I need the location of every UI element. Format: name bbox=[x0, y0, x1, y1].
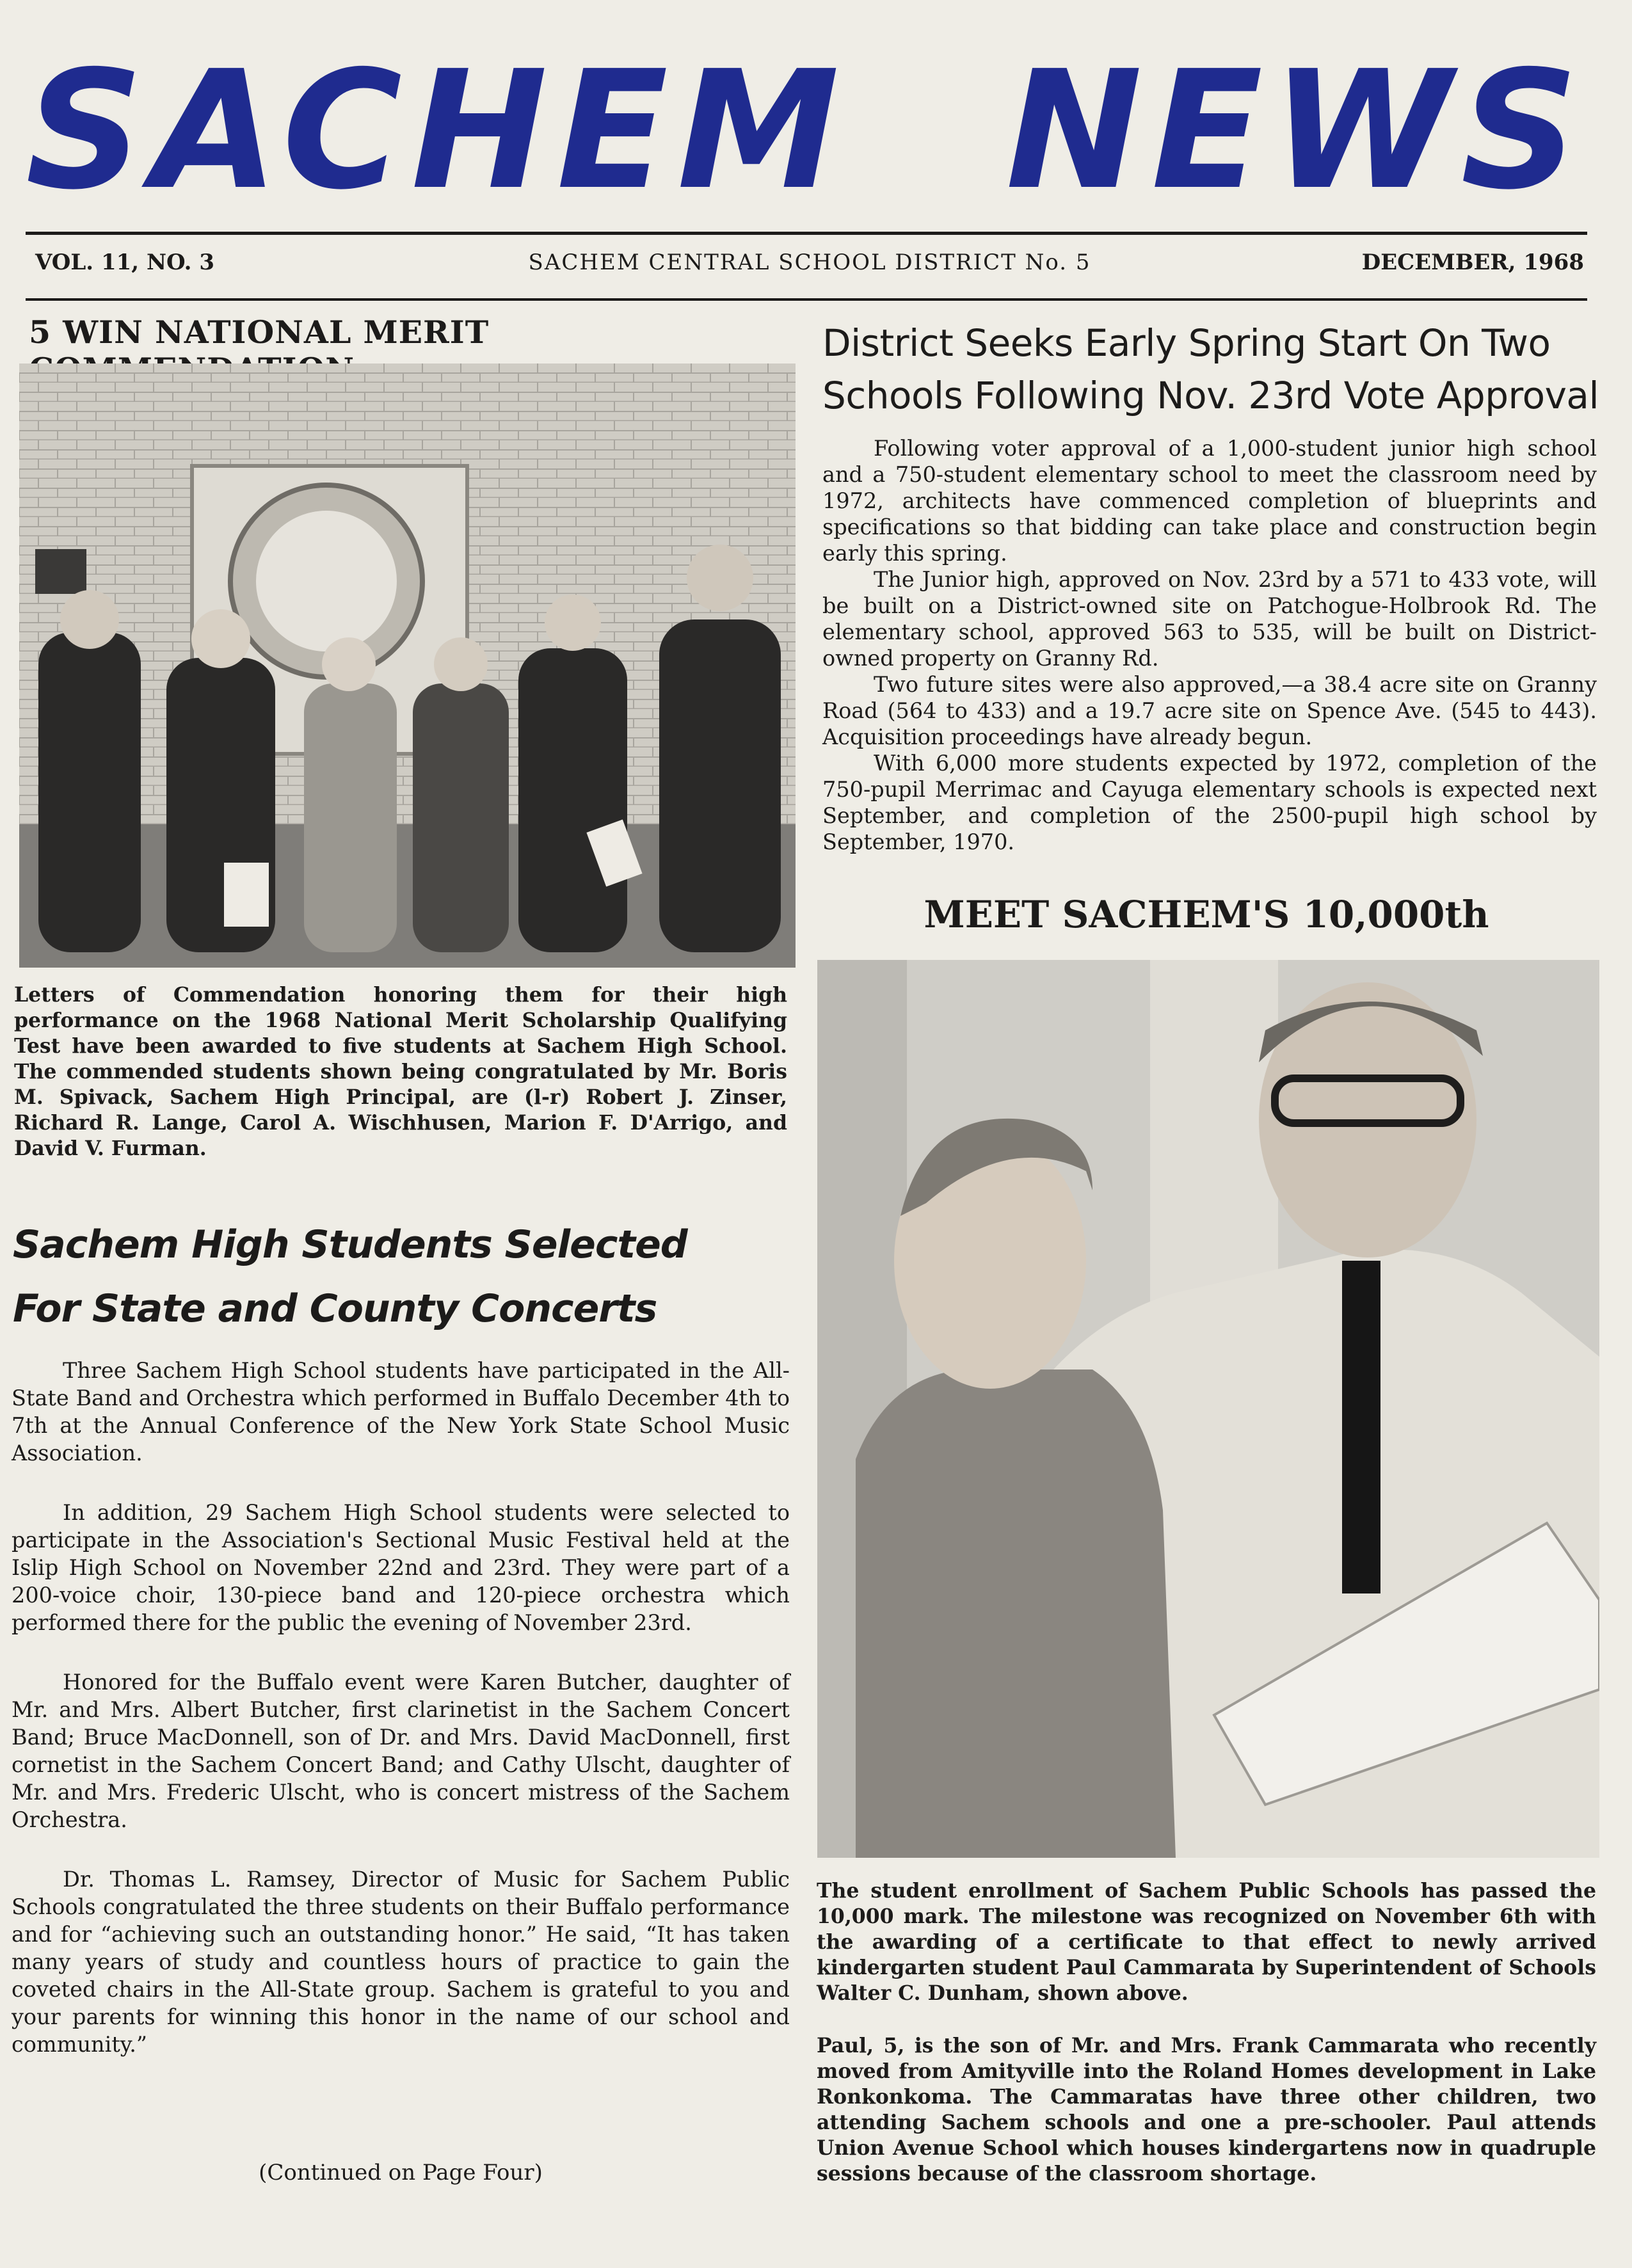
masthead-rule-top bbox=[26, 232, 1587, 235]
merit-photo-illustration bbox=[19, 363, 796, 968]
concerts-paragraph: Honored for the Buffalo event were Karen Butcher, daughter of Mr. and Mrs. Albert Butcher, first clarinetist in the Sachem Concert Band; Bruce MacDonnell, son of Dr. and Mrs. David MacDonnell, first cornetist in the Sachem Concert Band; and Cathy Ulscht, daughter of Mr. and Mrs. Frederic Ulscht, who is concert mistress of the Sachem Orchestra. bbox=[12, 1670, 790, 1832]
student-photo-illustration bbox=[817, 960, 1599, 1858]
district-paragraph: With 6,000 more students expected by 1972, completion of the 750-pupil Merrimac and Cayuga elementary schools is expected next September, and completion of the 2500-pupil high school by September, 1970. bbox=[822, 751, 1597, 854]
meet-headline: MEET SACHEM'S 10,000th bbox=[924, 893, 1489, 936]
concerts-paragraph: In addition, 29 Sachem High School students were selected to participate in the Association's Sectional Music Festival held at the Islip High School on November 22nd and 23rd. They were part of a 200-voice choir, 130-piece band and 120-piece orchestra which performed there for the public the evening of November 23rd. bbox=[12, 1500, 790, 1635]
dateline bbox=[35, 243, 1584, 282]
district-paragraph: Two future sites were also approved,—a 38.4 acre site on Granny Road (564 to 433) and a 19.7 acre site on Spence Ave. (545 to 443). Acquisition proceedings have already begun. bbox=[822, 672, 1597, 749]
concerts-headline-line2: For State and County Concerts bbox=[13, 1286, 657, 1331]
merit-photo-caption: Letters of Commendation honoring them for their high performance on the 1968 National Merit Scholarship Qualifying Test have been awarded to five students at Sachem High School. The commended students shown being congratulated by Mr. Boris M. Spivack, Sachem High Principal, are (l-r) Robert J. Zinser, Richard R. Lange, Carol A. Wischhusen, Marion F. D'Arrigo, and David V. Furman. bbox=[14, 983, 787, 1160]
continued-note: (Continued on Page Four) bbox=[259, 2160, 543, 2185]
masthead-title-left: SACHEM bbox=[26, 36, 849, 226]
concerts-headline bbox=[13, 1213, 794, 1341]
meet-caption-family: Paul, 5, is the son of Mr. and Mrs. Frank Cammarata who recently moved from Amityville into the Roland Homes development in Lake Ronkonkoma. The Cammaratas have three other children, two attending Sachem schools and one a pre-schooler. Paul attends Union Avenue School which houses kindergartens now in quadruple sessions because of the classroom shortage. bbox=[817, 2034, 1596, 2185]
merit-students-photo bbox=[19, 363, 796, 968]
district-headline-line2: Schools Following Nov. 23rd Vote Approval bbox=[822, 374, 1599, 417]
district-headline bbox=[822, 317, 1610, 422]
masthead-title-right: NEWS bbox=[1005, 36, 1587, 226]
concerts-article-body bbox=[12, 1357, 790, 2058]
district-name: SACHEM CENTRAL SCHOOL DISTRICT No. 5 bbox=[528, 250, 1091, 275]
issue-date: DECEMBER, 1968 bbox=[1361, 250, 1584, 275]
volume-number: VOL. 11, NO. 3 bbox=[35, 250, 215, 275]
concerts-paragraph: Three Sachem High School students have participated in the All-State Band and Orchestra which performed in Buffalo December 4th to 7th at the Annual Conference of the New York State School Music Association. bbox=[12, 1358, 790, 1465]
ten-thousandth-student-photo bbox=[817, 960, 1599, 1858]
masthead bbox=[26, 36, 1587, 226]
merit-headline: 5 WIN NATIONAL MERIT bbox=[29, 314, 490, 351]
masthead-rule-bottom bbox=[26, 298, 1587, 301]
district-article-body bbox=[822, 435, 1597, 855]
district-paragraph: The Junior high, approved on Nov. 23rd by a 571 to 433 vote, will be built on a District-owned site on Patchogue-Holbrook Rd. The elementary school, approved 563 to 535, will be built on District-owned property on Granny Rd. bbox=[822, 567, 1597, 671]
meet-caption-milestone: The student enrollment of Sachem Public Schools has passed the 10,000 mark. The milestone was recognized on November 6th with the awarding of a certificate to that effect to newly arrived kindergarten student Paul Cammarata by Superintendent of Schools Walter C. Dunham, shown above. bbox=[817, 1879, 1596, 2005]
concerts-headline-line1: Sachem High Students Selected bbox=[13, 1222, 687, 1267]
district-headline-line1: District Seeks Early Spring Start On Two bbox=[822, 321, 1551, 365]
district-paragraph: Following voter approval of a 1,000-student junior high school and a 750-student elementary school to meet the classroom need by 1972, architects have commenced completion of blueprints and specifications so that bidding can take place and construction begin early this spring. bbox=[822, 436, 1597, 566]
concerts-paragraph: Dr. Thomas L. Ramsey, Director of Music for Sachem Public Schools congratulated the three students on their Buffalo performance and for “achieving such an outstanding honor.” He said, “It has taken many years of study and countless hours of practice to gain the coveted chairs in the All-State group. Sachem is grateful to you and your parents for winning this honor in the name of our school and community.” bbox=[12, 1867, 790, 2057]
